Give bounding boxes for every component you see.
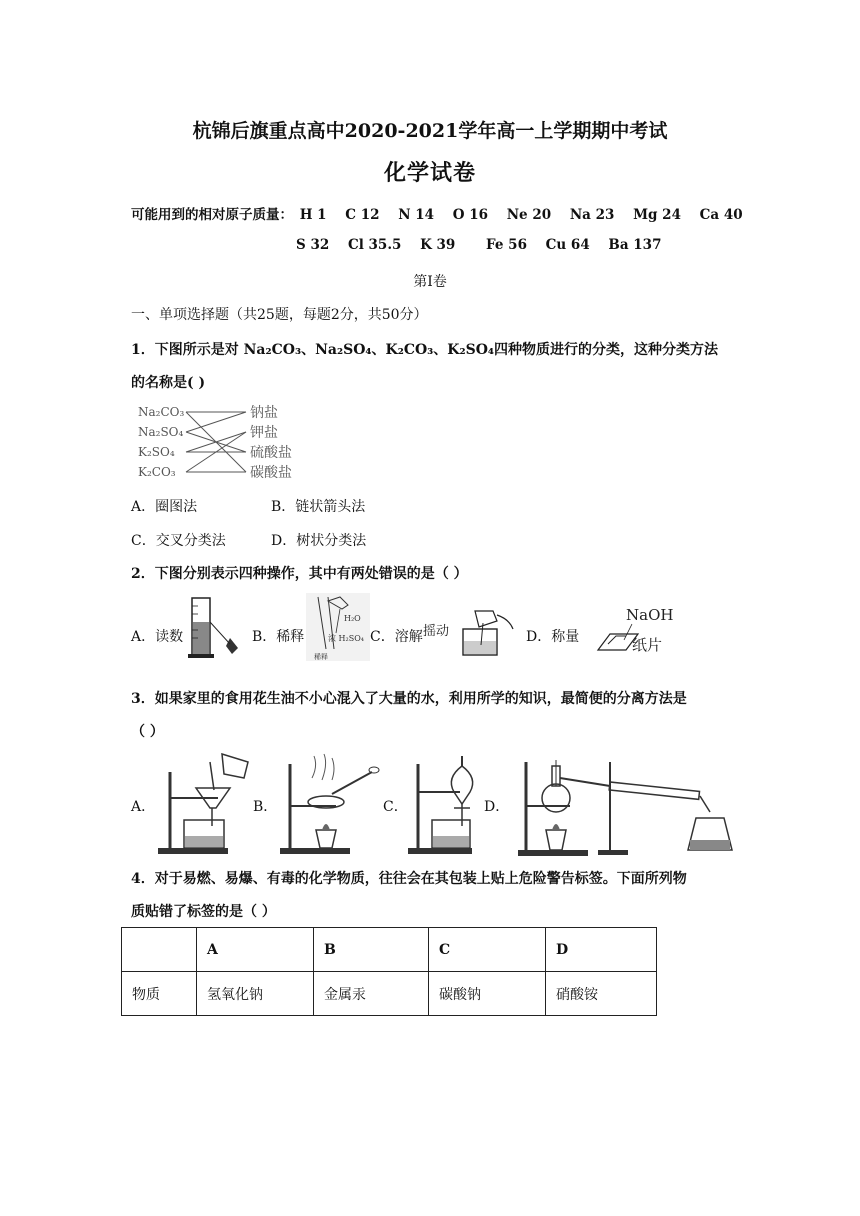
q2-label-paper: 纸片	[632, 636, 663, 654]
q3-distillation-figure	[510, 752, 740, 858]
q1-right-item: 钠盐	[250, 405, 278, 421]
atomic-mass-item: C 12	[345, 207, 380, 223]
q2-option-b[interactable]: B．稀释	[252, 629, 305, 645]
q1-option-d[interactable]: D．树状分类法	[271, 533, 367, 549]
atomic-mass-item: Mg 24	[633, 207, 681, 223]
q4-table-cell: 物质	[122, 972, 197, 1016]
q4-table-cell: 碳酸钠	[429, 972, 546, 1016]
q4-table	[121, 927, 657, 1016]
q4-table-cell: B	[314, 928, 429, 972]
q2-label-water: H₂O	[344, 614, 361, 623]
atomic-mass-item: Ba 137	[608, 237, 662, 253]
q4-table-cell: 硝酸铵	[546, 972, 657, 1016]
q2-dissolving-figure	[423, 605, 515, 661]
q1-cross-classification-diagram	[134, 400, 304, 486]
q4-table-cell: D	[546, 928, 657, 972]
q3-evaporation-figure	[272, 752, 382, 856]
q2-weighing-figure	[590, 606, 676, 660]
q1-right-item: 硫酸盐	[250, 445, 292, 461]
q1-left-item: Na₂CO₃	[138, 405, 185, 419]
q1-left-item: Na₂SO₄	[138, 425, 184, 439]
q4-text-line2: 质贴错了标签的是（ ）	[131, 904, 276, 920]
exam-title: 杭锦后旗重点高中2020-2021学年高一上学期期中考试	[192, 120, 668, 142]
q4-table-cell	[122, 928, 197, 972]
q1-right-item: 钾盐	[250, 425, 278, 441]
q2-dilution-figure	[306, 593, 370, 661]
atomic-mass-item: K 39	[420, 237, 456, 253]
q2-label-shake: 摇动	[423, 624, 450, 639]
q1-connecting-lines	[186, 412, 246, 472]
atomic-mass-item: Cl 35.5	[347, 237, 402, 253]
q4-table-cell: C	[429, 928, 546, 972]
atomic-mass-item: H 1	[299, 207, 327, 223]
section-heading: 一、单项选择题（共25题，每题2分，共50分）	[131, 307, 428, 323]
q3-option-c[interactable]: C．	[383, 799, 408, 815]
q2-graduated-cylinder-figure	[186, 596, 246, 660]
q1-left-item: K₂SO₄	[138, 445, 175, 459]
q4-text-line1: 4．对于易燃、易爆、有毒的化学物质，往往会在其包装上贴上危险警告标签。下面所列物	[131, 871, 687, 887]
q3-filtration-figure	[148, 752, 252, 856]
q3-text-line1: 3．如果家里的食用花生油不小心混入了大量的水，利用所学的知识，最简便的分离方法是	[131, 691, 687, 707]
q3-option-b[interactable]: B．	[253, 799, 278, 815]
q4-table-row	[122, 972, 657, 1016]
atomic-mass-item: Fe 56	[486, 237, 527, 253]
atomic-mass-item: S 32	[296, 237, 330, 253]
q2-text: 2．下图分别表示四种操作，其中有两处错误的是（ ）	[131, 566, 468, 582]
atomic-mass-row-2	[296, 237, 675, 253]
atomic-mass-item: O 16	[452, 207, 488, 223]
q4-table-header-row	[122, 928, 657, 972]
q2-option-d[interactable]: D．称量	[526, 629, 580, 645]
q1-option-a[interactable]: A．圈图法	[131, 499, 198, 515]
q3-separatory-funnel-figure	[402, 752, 484, 856]
atomic-mass-item: Na 23	[569, 207, 615, 223]
q4-table-cell: 氢氧化钠	[197, 972, 314, 1016]
q3-text-line2: （ ）	[131, 724, 164, 740]
q1-right-item: 碳酸盐	[250, 465, 292, 481]
q4-table-cell: A	[197, 928, 314, 972]
atomic-mass-label: 可能用到的相对原子质量：	[131, 207, 293, 223]
q1-option-b[interactable]: B．链状箭头法	[271, 499, 366, 515]
q2-label-dilute: 稀释	[314, 653, 328, 661]
atomic-mass-item: Ne 20	[506, 207, 552, 223]
q2-option-c[interactable]: C．溶解	[370, 629, 423, 645]
q3-option-d[interactable]: D．	[484, 799, 510, 815]
q2-label-acid: 浓 H₂SO₄	[328, 634, 364, 643]
q1-left-item: K₂CO₃	[138, 465, 176, 479]
atomic-mass-row-1	[131, 203, 757, 223]
atomic-mass-item: N 14	[398, 207, 435, 223]
q3-option-a[interactable]: A．	[131, 799, 156, 815]
volume-heading: 第Ⅰ卷	[413, 274, 447, 290]
q1-option-c[interactable]: C．交叉分类法	[131, 533, 226, 549]
q4-table-cell: 金属汞	[314, 972, 429, 1016]
atomic-mass-item: Cu 64	[545, 237, 590, 253]
q2-option-a[interactable]: A．读数	[131, 629, 184, 645]
q2-label-naoh: NaOH	[626, 606, 674, 624]
q1-text-line2: 的名称是( )	[131, 375, 206, 391]
q1-text-line1: 1．下图所示是对 Na₂CO₃、Na₂SO₄、K₂CO₃、K₂SO₄四种物质进行的分类，这种分类方法	[131, 342, 719, 358]
exam-subtitle: 化学试卷	[383, 160, 476, 186]
atomic-mass-item: Ca 40	[699, 207, 743, 223]
